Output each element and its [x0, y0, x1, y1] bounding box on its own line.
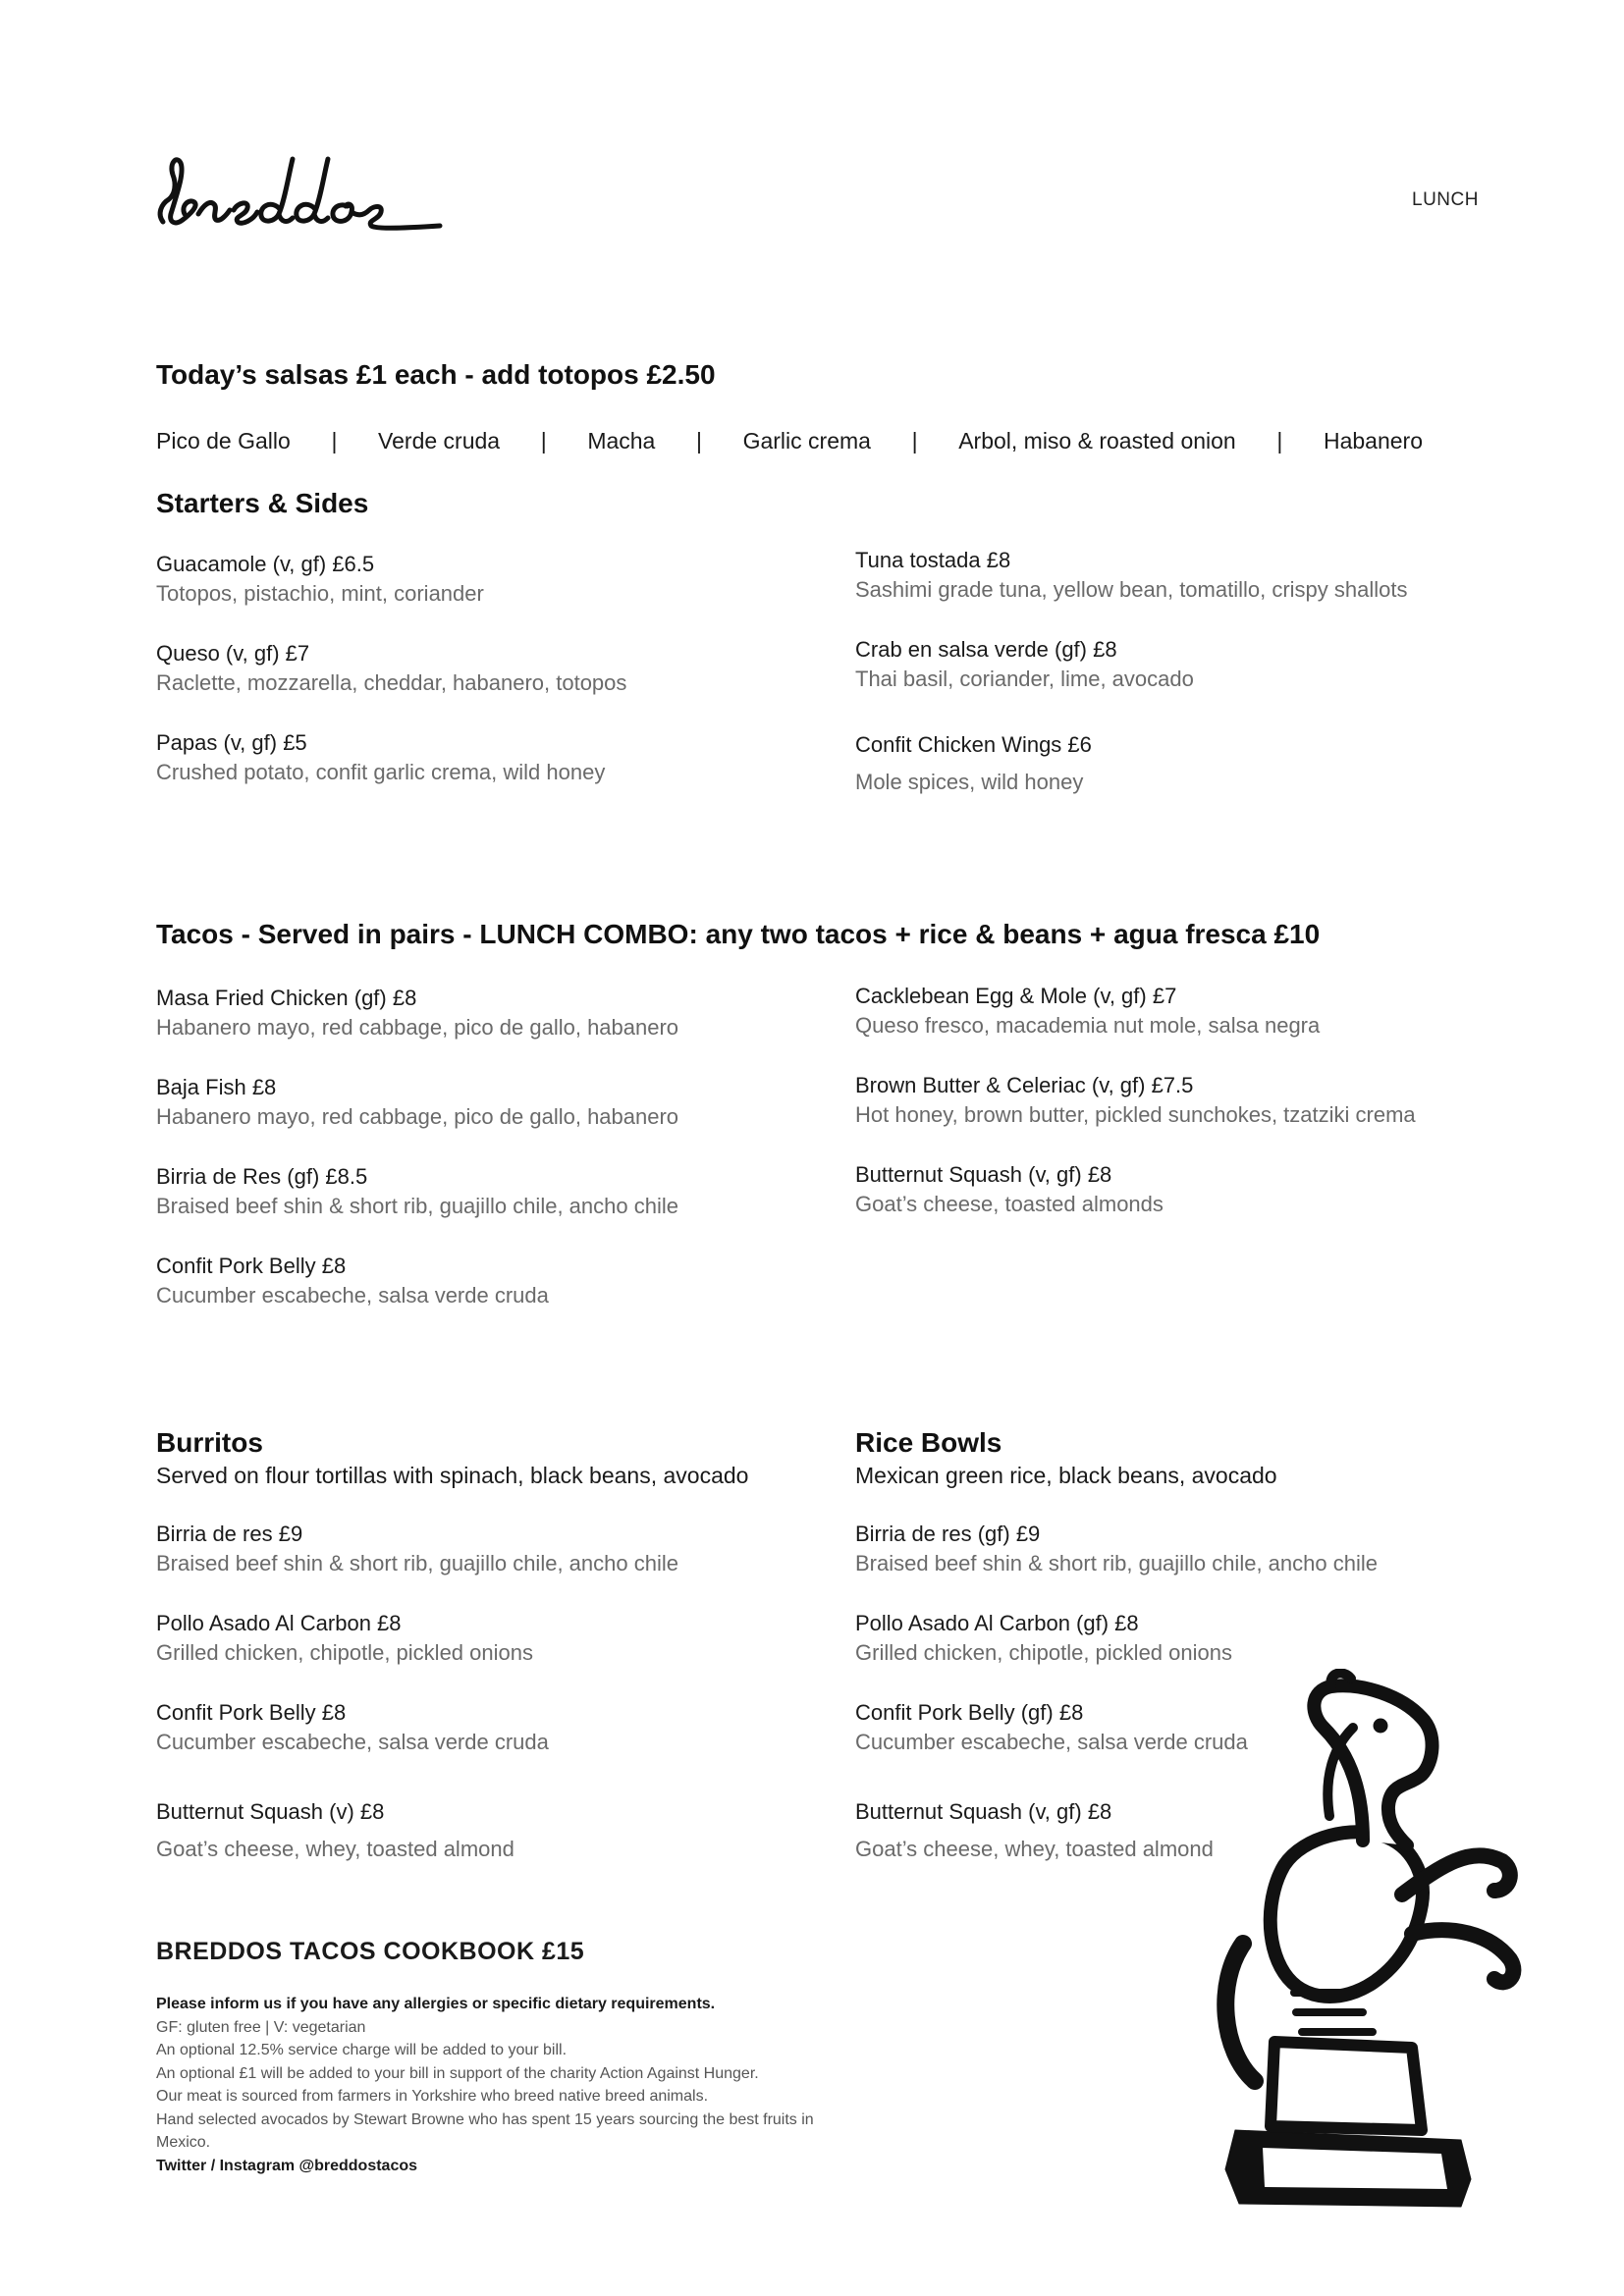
- menu-item: [156, 552, 484, 607]
- menu-item: [855, 984, 1320, 1039]
- note-line: Our meat is sourced from farmers in Yorkshire who breed native breed animals.: [156, 2088, 709, 2105]
- item-description: Raclette, mozzarella, cheddar, habanero, totopos: [156, 670, 627, 695]
- item-name: Queso (v, gf) £7: [156, 641, 310, 666]
- note-line: An optional 12.5% service charge will be added to your bill.: [156, 2042, 568, 2058]
- item-name: Tuna tostada £8: [855, 548, 1011, 572]
- rice-bowls-title: Rice Bowls: [855, 1427, 1002, 1458]
- item-name: Butternut Squash (v, gf) £8: [855, 1799, 1112, 1824]
- salsa-item: Verde cruda: [378, 428, 501, 454]
- salsa-list: [156, 428, 1423, 454]
- item-description: Braised beef shin & short rib, guajillo chile, ancho chile: [156, 1551, 678, 1575]
- item-description: Grilled chicken, chipotle, pickled onions: [855, 1640, 1232, 1665]
- item-name: Confit Pork Belly (gf) £8: [855, 1700, 1084, 1725]
- item-name: Masa Fried Chicken (gf) £8: [156, 986, 417, 1010]
- salsa-item: Pico de Gallo: [156, 428, 291, 454]
- menu-item: [855, 732, 1092, 795]
- item-name: Pollo Asado Al Carbon (gf) £8: [855, 1611, 1139, 1635]
- rearing-horse-statue-illustration: [1216, 1669, 1530, 2218]
- menu-item: [156, 1522, 678, 1576]
- menu-item: [156, 730, 605, 785]
- starters-title: Starters & Sides: [156, 488, 369, 518]
- item-description: Grilled chicken, chipotle, pickled onions: [156, 1640, 533, 1665]
- item-description: Cucumber escabeche, salsa verde cruda: [855, 1730, 1248, 1754]
- menu-item: [855, 1799, 1214, 1862]
- item-description: Braised beef shin & short rib, guajillo chile, ancho chile: [156, 1194, 678, 1218]
- item-description: Thai basil, coriander, lime, avocado: [855, 667, 1194, 691]
- salsa-separator: |: [911, 428, 918, 454]
- item-name: Birria de Res (gf) £8.5: [156, 1164, 368, 1189]
- note-line: GF: gluten free | V: vegetarian: [156, 2018, 366, 2036]
- item-name: Papas (v, gf) £5: [156, 730, 307, 755]
- salsa-separator: |: [695, 428, 702, 454]
- menu-item: [156, 641, 626, 696]
- menu-notes: [156, 1993, 863, 2177]
- burritos-title: Burritos: [156, 1427, 263, 1458]
- item-description: Braised beef shin & short rib, guajillo chile, ancho chile: [855, 1551, 1378, 1575]
- note-line: An optional £1 will be added to your bill in support of the charity Action Against Hunger.: [156, 2064, 759, 2082]
- menu-label: LUNCH: [1412, 189, 1479, 210]
- menu-item: [855, 548, 1408, 603]
- salsa-separator: |: [1276, 428, 1283, 454]
- menu-item: [855, 637, 1194, 692]
- item-description: Queso fresco, macademia nut mole, salsa negra: [855, 1013, 1321, 1038]
- salsa-separator: |: [331, 428, 338, 454]
- social-handles: Twitter / Instagram @breddostacos: [156, 2157, 418, 2174]
- breddos-logo: [155, 145, 450, 240]
- menu-item: [855, 1162, 1164, 1217]
- item-description: Crushed potato, confit garlic crema, wild honey: [156, 760, 606, 784]
- menu-item: [855, 1522, 1378, 1576]
- burritos-subtitle: Served on flour tortillas with spinach, black beans, avocado: [156, 1463, 749, 1488]
- menu-item: [156, 1799, 514, 1862]
- item-name: Birria de res £9: [156, 1522, 303, 1546]
- item-name: Baja Fish £8: [156, 1075, 277, 1099]
- item-name: Butternut Squash (v, gf) £8: [855, 1162, 1112, 1187]
- item-description: Cucumber escabeche, salsa verde cruda: [156, 1283, 549, 1308]
- item-name: Birria de res (gf) £9: [855, 1522, 1041, 1546]
- item-description: Goat’s cheese, toasted almonds: [855, 1192, 1164, 1216]
- salsas-title: Today’s salsas £1 each - add totopos £2.50: [156, 359, 716, 390]
- item-name: Crab en salsa verde (gf) £8: [855, 637, 1117, 662]
- item-name: Brown Butter & Celeriac (v, gf) £7.5: [855, 1073, 1194, 1097]
- menu-item: [855, 1073, 1416, 1128]
- salsa-separator: |: [540, 428, 547, 454]
- item-description: Totopos, pistachio, mint, coriander: [156, 581, 484, 606]
- item-name: Confit Pork Belly £8: [156, 1254, 347, 1278]
- menu-item: [156, 1700, 549, 1755]
- note-line: Hand selected avocados by Stewart Browne who has spent 15 years sourcing the best fruits in Mexico.: [156, 2110, 814, 2151]
- menu-item: [855, 1611, 1232, 1666]
- tacos-title: Tacos - Served in pairs - LUNCH COMBO: any two tacos + rice & beans + agua fresca £10: [156, 919, 1321, 949]
- item-name: Cacklebean Egg & Mole (v, gf) £7: [855, 984, 1177, 1008]
- salsa-item: Arbol, miso & roasted onion: [958, 428, 1236, 454]
- item-description: Goat’s cheese, whey, toasted almond: [156, 1837, 514, 1861]
- menu-item: [156, 986, 678, 1041]
- rice-bowls-subtitle: Mexican green rice, black beans, avocado: [855, 1463, 1277, 1488]
- salsa-item: Garlic crema: [742, 428, 871, 454]
- allergy-notice: Please inform us if you have any allergies or specific dietary requirements.: [156, 1996, 716, 2012]
- horse-icon: [1216, 1669, 1530, 2218]
- item-name: Butternut Squash (v) £8: [156, 1799, 385, 1824]
- item-description: Hot honey, brown butter, pickled sunchokes, tzatziki crema: [855, 1102, 1416, 1127]
- item-name: Guacamole (v, gf) £6.5: [156, 552, 375, 576]
- menu-item: [855, 1700, 1248, 1755]
- item-description: Sashimi grade tuna, yellow bean, tomatillo, crispy shallots: [855, 577, 1408, 602]
- menu-item: [156, 1254, 549, 1308]
- menu-item: [156, 1611, 533, 1666]
- item-name: Confit Chicken Wings £6: [855, 732, 1092, 757]
- item-name: Confit Pork Belly £8: [156, 1700, 347, 1725]
- item-description: Cucumber escabeche, salsa verde cruda: [156, 1730, 549, 1754]
- item-description: Mole spices, wild honey: [855, 770, 1084, 794]
- breddos-logo-script: [155, 145, 450, 240]
- item-description: Habanero mayo, red cabbage, pico de gallo, habanero: [156, 1104, 679, 1129]
- item-description: Goat’s cheese, whey, toasted almond: [855, 1837, 1214, 1861]
- item-name: Pollo Asado Al Carbon £8: [156, 1611, 402, 1635]
- menu-item: [156, 1075, 678, 1130]
- menu-item: [156, 1164, 678, 1219]
- salsa-item: Macha: [587, 428, 656, 454]
- item-description: Habanero mayo, red cabbage, pico de gallo, habanero: [156, 1015, 679, 1040]
- cookbook-promo: BREDDOS TACOS COOKBOOK £15: [156, 1938, 585, 1965]
- salsa-item: Habanero: [1323, 428, 1423, 454]
